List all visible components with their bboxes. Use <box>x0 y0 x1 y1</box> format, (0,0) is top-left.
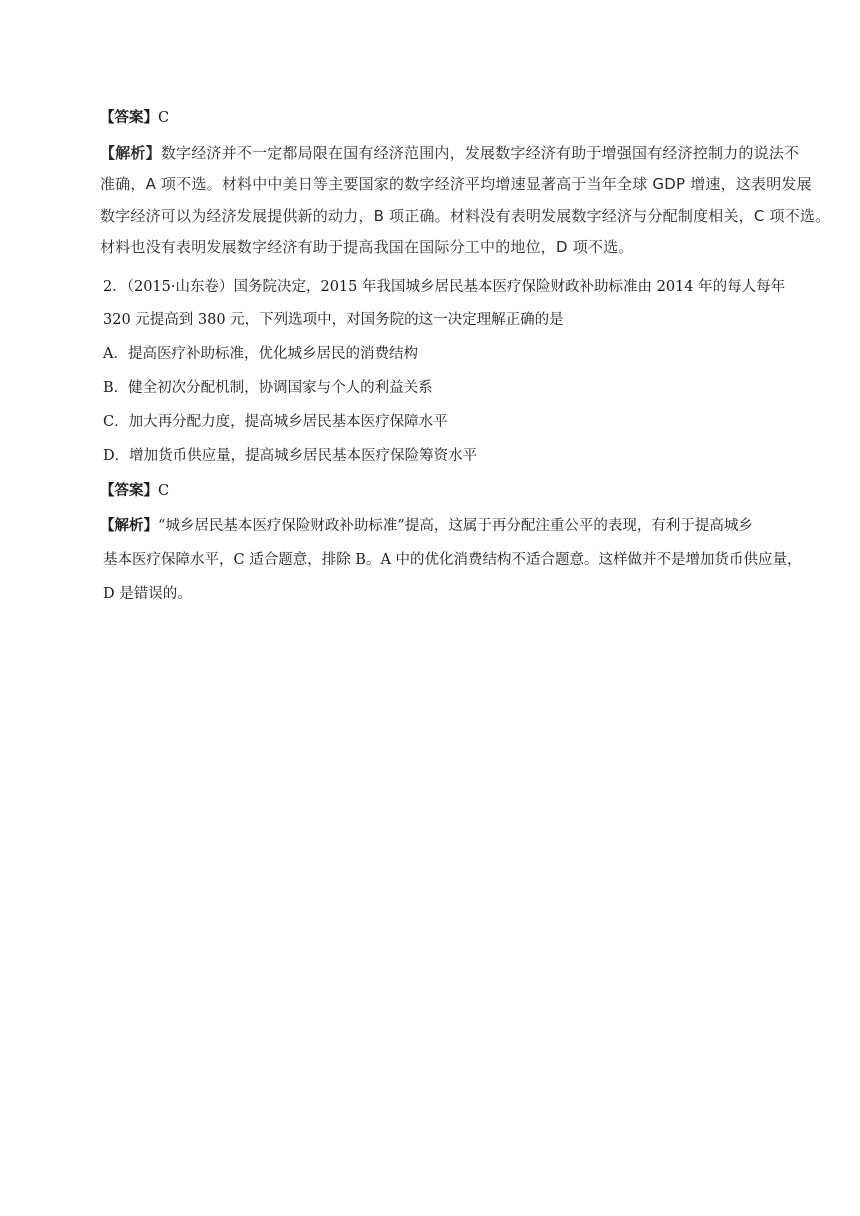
q2-analysis-line-2: 基本医疗保障水平，C 适合题意，排除 B。A 中的优化消费结构不适合题意。这样做并不是增加货币供应量， <box>103 552 802 568</box>
q1-analysis-line-1 <box>100 143 799 163</box>
q2-stem-line-1: 2．（2015·山东卷）国务院决定，2015 年我国城乡居民基本医疗保险财政补助标准由 2014 年的每人每年 <box>103 279 786 295</box>
q1-answer <box>100 108 169 128</box>
q1-analysis-label: 【解析】 <box>100 144 161 162</box>
q2-option-b: B．健全初次分配机制，协调国家与个人的利益关系 <box>103 380 433 396</box>
q2-option-a: A．提高医疗补助标准，优化城乡居民的消费结构 <box>103 346 418 362</box>
q1-answer-label: 【答案】 <box>100 109 158 126</box>
q2-analysis-line-3: D 是错误的。 <box>103 586 192 602</box>
q1-answer-value: C <box>158 110 170 126</box>
q2-option-c: C．加大再分配力度，提高城乡居民基本医疗保障水平 <box>103 414 448 430</box>
q1-analysis-line-4: 材料也没有表明发展数字经济有助于提高我国在国际分工中的地位，D 项不选。 <box>100 238 634 256</box>
q2-analysis-text-1: “城乡居民基本医疗保险财政补助标准”提高，这属于再分配注重公平的表现，有利于提高城乡 <box>158 518 753 534</box>
q2-answer-label: 【答案】 <box>100 482 158 499</box>
q2-answer <box>100 481 169 501</box>
q2-analysis-line-1 <box>100 516 753 536</box>
q2-option-d: D．增加货币供应量，提高城乡居民基本医疗保险筹资水平 <box>103 448 478 464</box>
q1-analysis-line-3: 数字经济可以为经济发展提供新的动力，B 项正确。材料没有表明发展数字经济与分配制度相关，C 项不选。 <box>100 207 831 225</box>
q2-analysis-label: 【解析】 <box>100 517 158 534</box>
q2-stem-line-2: 320 元提高到 380 元，下列选项中，对国务院的这一决定理解正确的是 <box>103 312 564 328</box>
q1-analysis-text-1: 数字经济并不一定都局限在国有经济范围内，发展数字经济有助于增强国有经济控制力的说法不 <box>160 144 800 162</box>
q2-answer-value: C <box>158 483 170 499</box>
q1-analysis-line-2: 准确，A 项不选。材料中中美日等主要国家的数字经济平均增速显著高于当年全球 GDP 增速，这表明发展 <box>100 175 812 193</box>
